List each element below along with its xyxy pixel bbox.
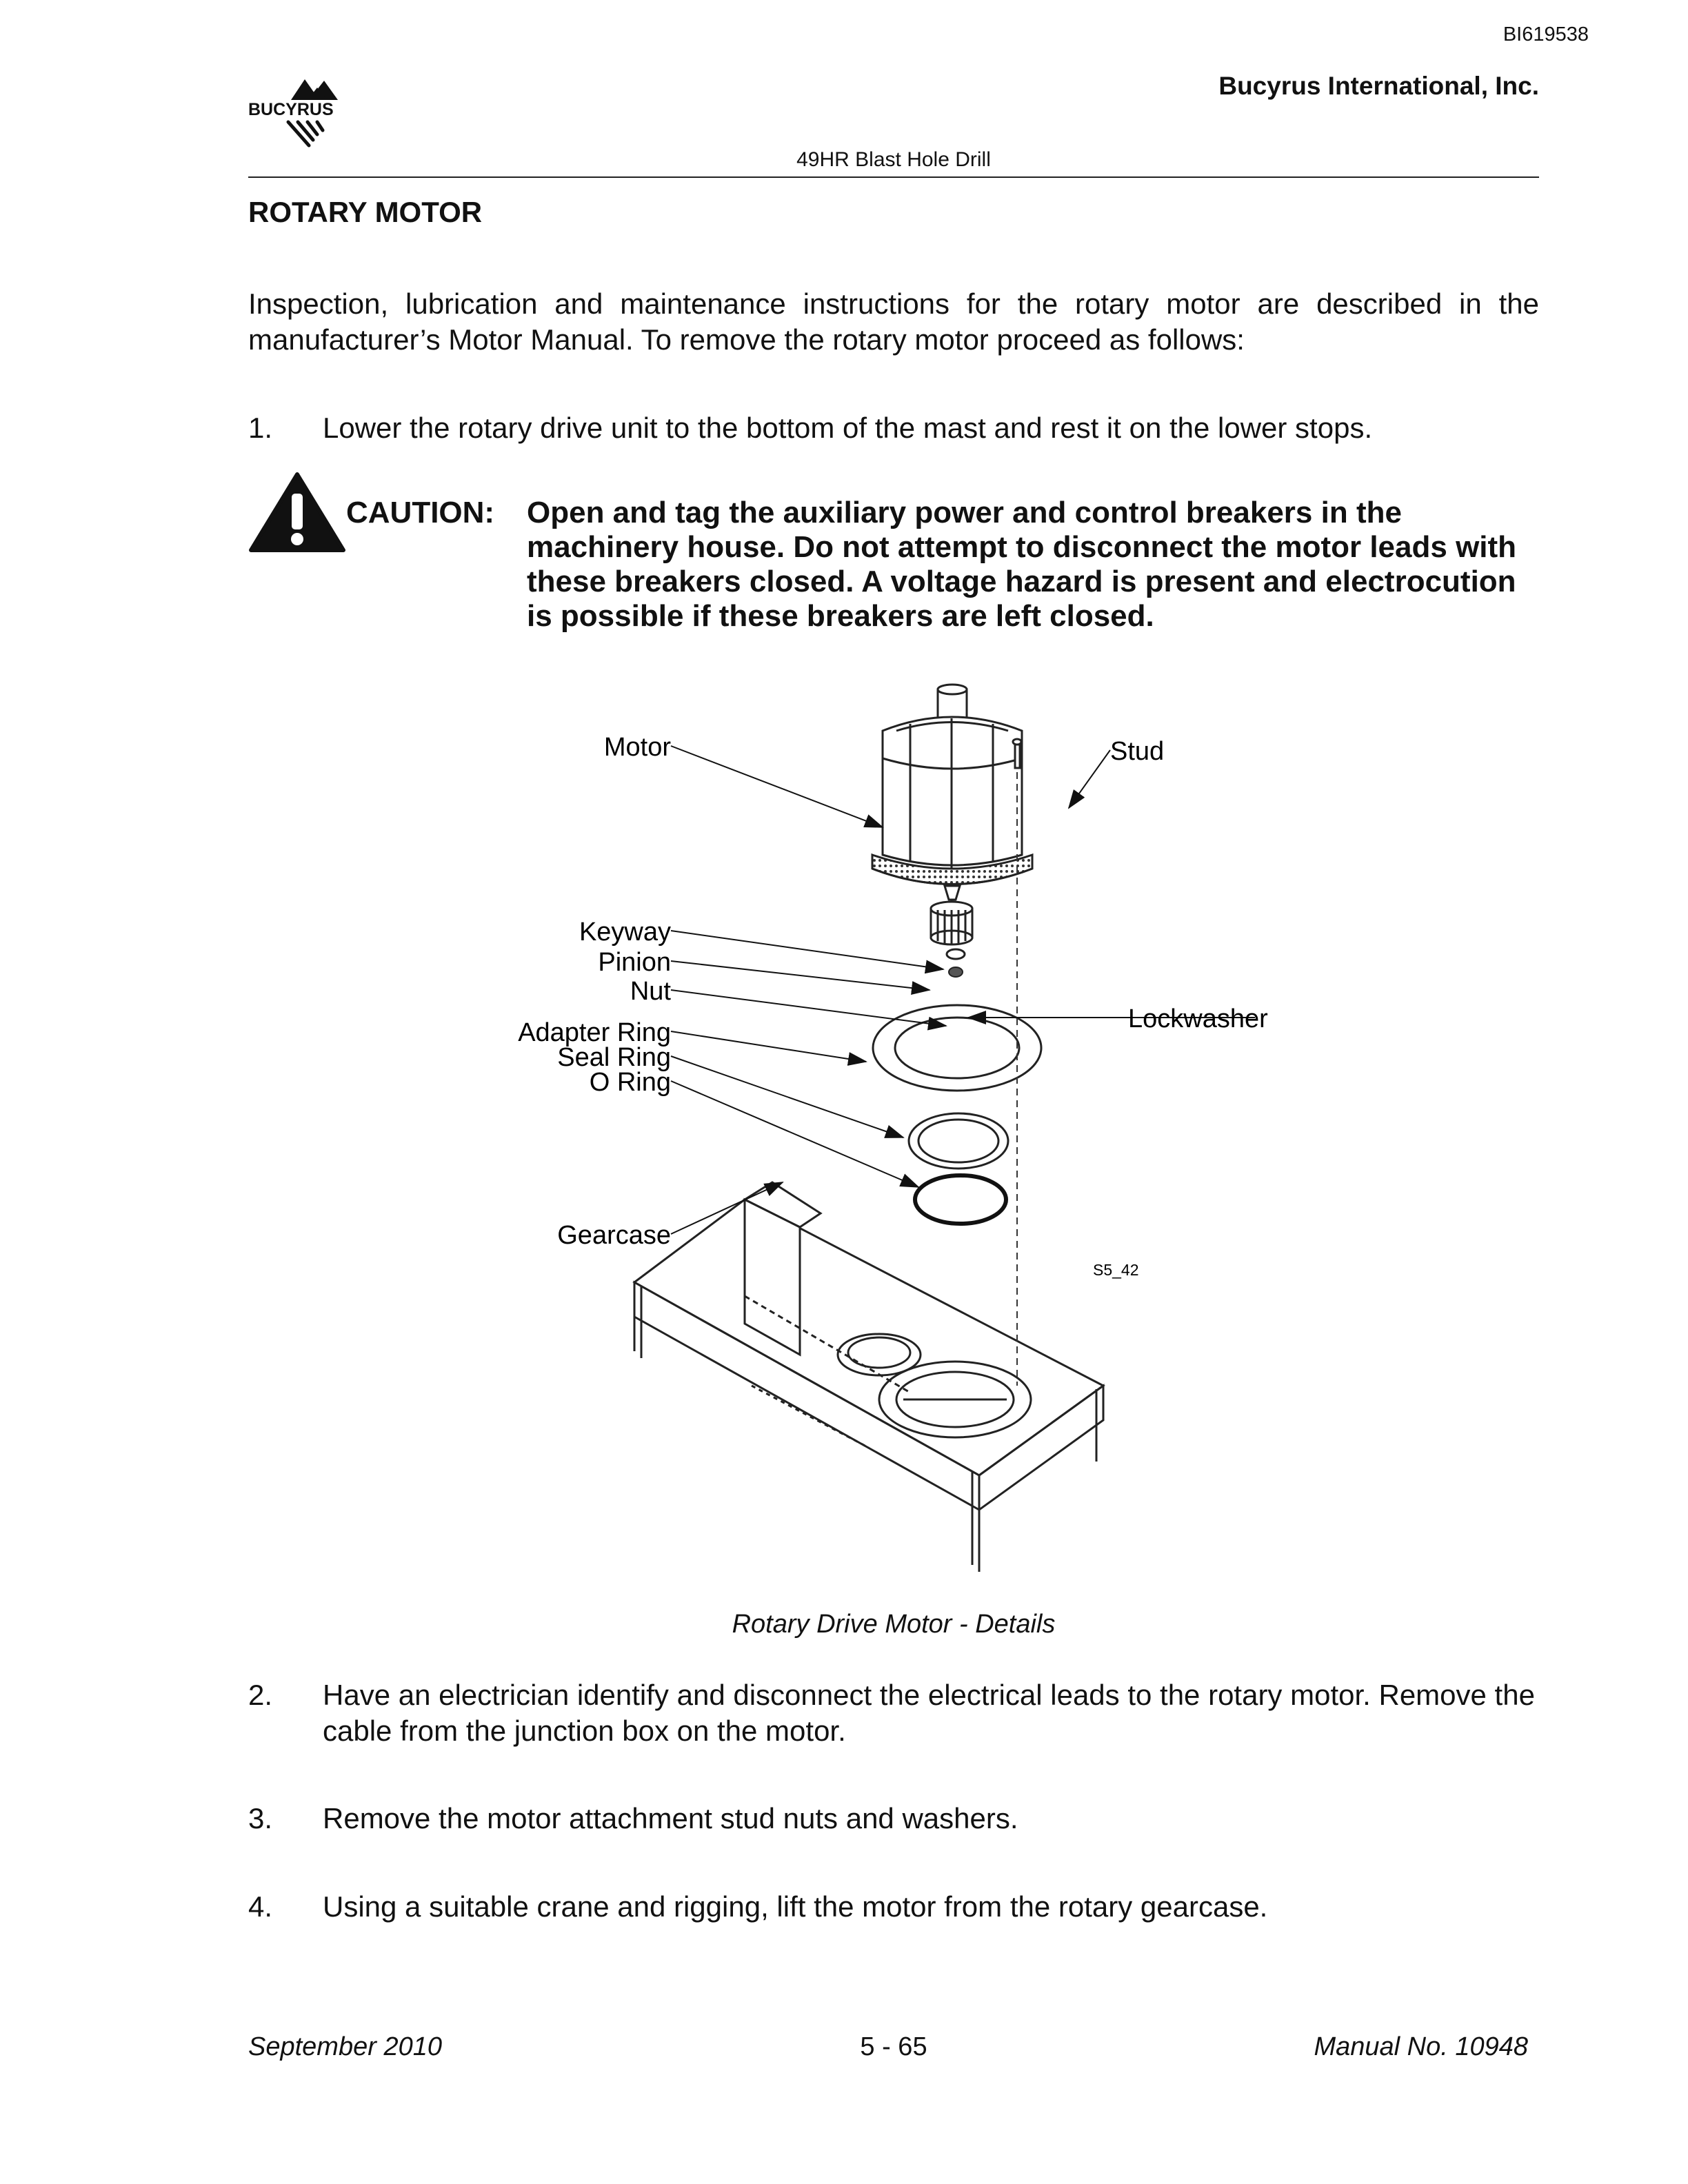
label-adapter-ring: Adapter Ring [518, 1018, 671, 1047]
nut [949, 967, 963, 977]
section-title: ROTARY MOTOR [248, 196, 483, 228]
step-2 [248, 1677, 1539, 1753]
step-1 [248, 410, 1539, 448]
page-subtitle: 49HR Blast Hole Drill [796, 148, 991, 171]
footer-manual-number: Manual No. 10948 [1314, 2032, 1528, 2061]
step-number: 4. [248, 1890, 273, 1923]
document-id: BI619538 [1503, 23, 1589, 46]
stud [1013, 739, 1021, 768]
label-stud: Stud [1110, 737, 1165, 766]
figure-code: S5_42 [1093, 1261, 1139, 1279]
header-rule [248, 176, 1539, 178]
seal-ring [909, 1113, 1008, 1169]
step-text: Using a suitable crane and rigging, lift the motor from the rotary gearcase. [323, 1890, 1268, 1923]
caution-text: Open and tag the auxiliary power and control breakers in the machinery house. Do not attempt to disconnect the motor leads with these breakers closed. A voltage hazard is present and electrocution is possible if these breakers are left closed. [527, 496, 1517, 633]
company-name: Bucyrus International, Inc. [1218, 72, 1539, 100]
step-number: 2. [248, 1679, 273, 1711]
bucyrus-logo [248, 72, 372, 152]
label-lockwasher: Lockwasher [1128, 1004, 1268, 1033]
lockwasher [947, 949, 965, 959]
step-number: 1. [248, 412, 273, 444]
step-number: 3. [248, 1802, 273, 1834]
label-motor: Motor [603, 733, 671, 762]
caution-label: CAUTION: [346, 496, 495, 529]
step-3 [248, 1801, 1539, 1839]
label-nut: Nut [630, 977, 671, 1006]
step-text: Lower the rotary drive unit to the bottom of the mast and rest it on the lower stops. [323, 412, 1373, 444]
o-ring [915, 1175, 1006, 1224]
label-pinion: Pinion [598, 948, 671, 977]
gearcase [634, 1182, 1103, 1572]
warning-triangle-icon [248, 472, 346, 554]
pinion [931, 902, 972, 944]
footer-date: September 2010 [248, 2032, 442, 2061]
step-text: Have an electrician identify and disconnect the electrical leads to the rotary motor. Remove the cable from the junction box on the motor. [323, 1679, 1535, 1747]
intro-paragraph: Inspection, lubrication and maintenance instructions for the rotary motor are described in the manufacturer’s Motor Manual. To remove the rotary motor proceed as follows: [248, 287, 1539, 356]
footer-page-number: 5 - 65 [860, 2032, 927, 2061]
figure-caption: Rotary Drive Motor - Details [732, 1610, 1056, 1639]
label-gearcase: Gearcase [557, 1221, 671, 1250]
rotary-motor-diagram [496, 676, 1310, 1586]
logo-text: BUCYRUS [248, 100, 334, 119]
label-o-ring: O Ring [589, 1068, 671, 1097]
label-seal-ring: Seal Ring [557, 1043, 671, 1072]
label-keyway: Keyway [579, 918, 671, 947]
step-text: Remove the motor attachment stud nuts and washers. [323, 1802, 1018, 1834]
motor [872, 685, 1032, 900]
step-4 [248, 1889, 1539, 1927]
